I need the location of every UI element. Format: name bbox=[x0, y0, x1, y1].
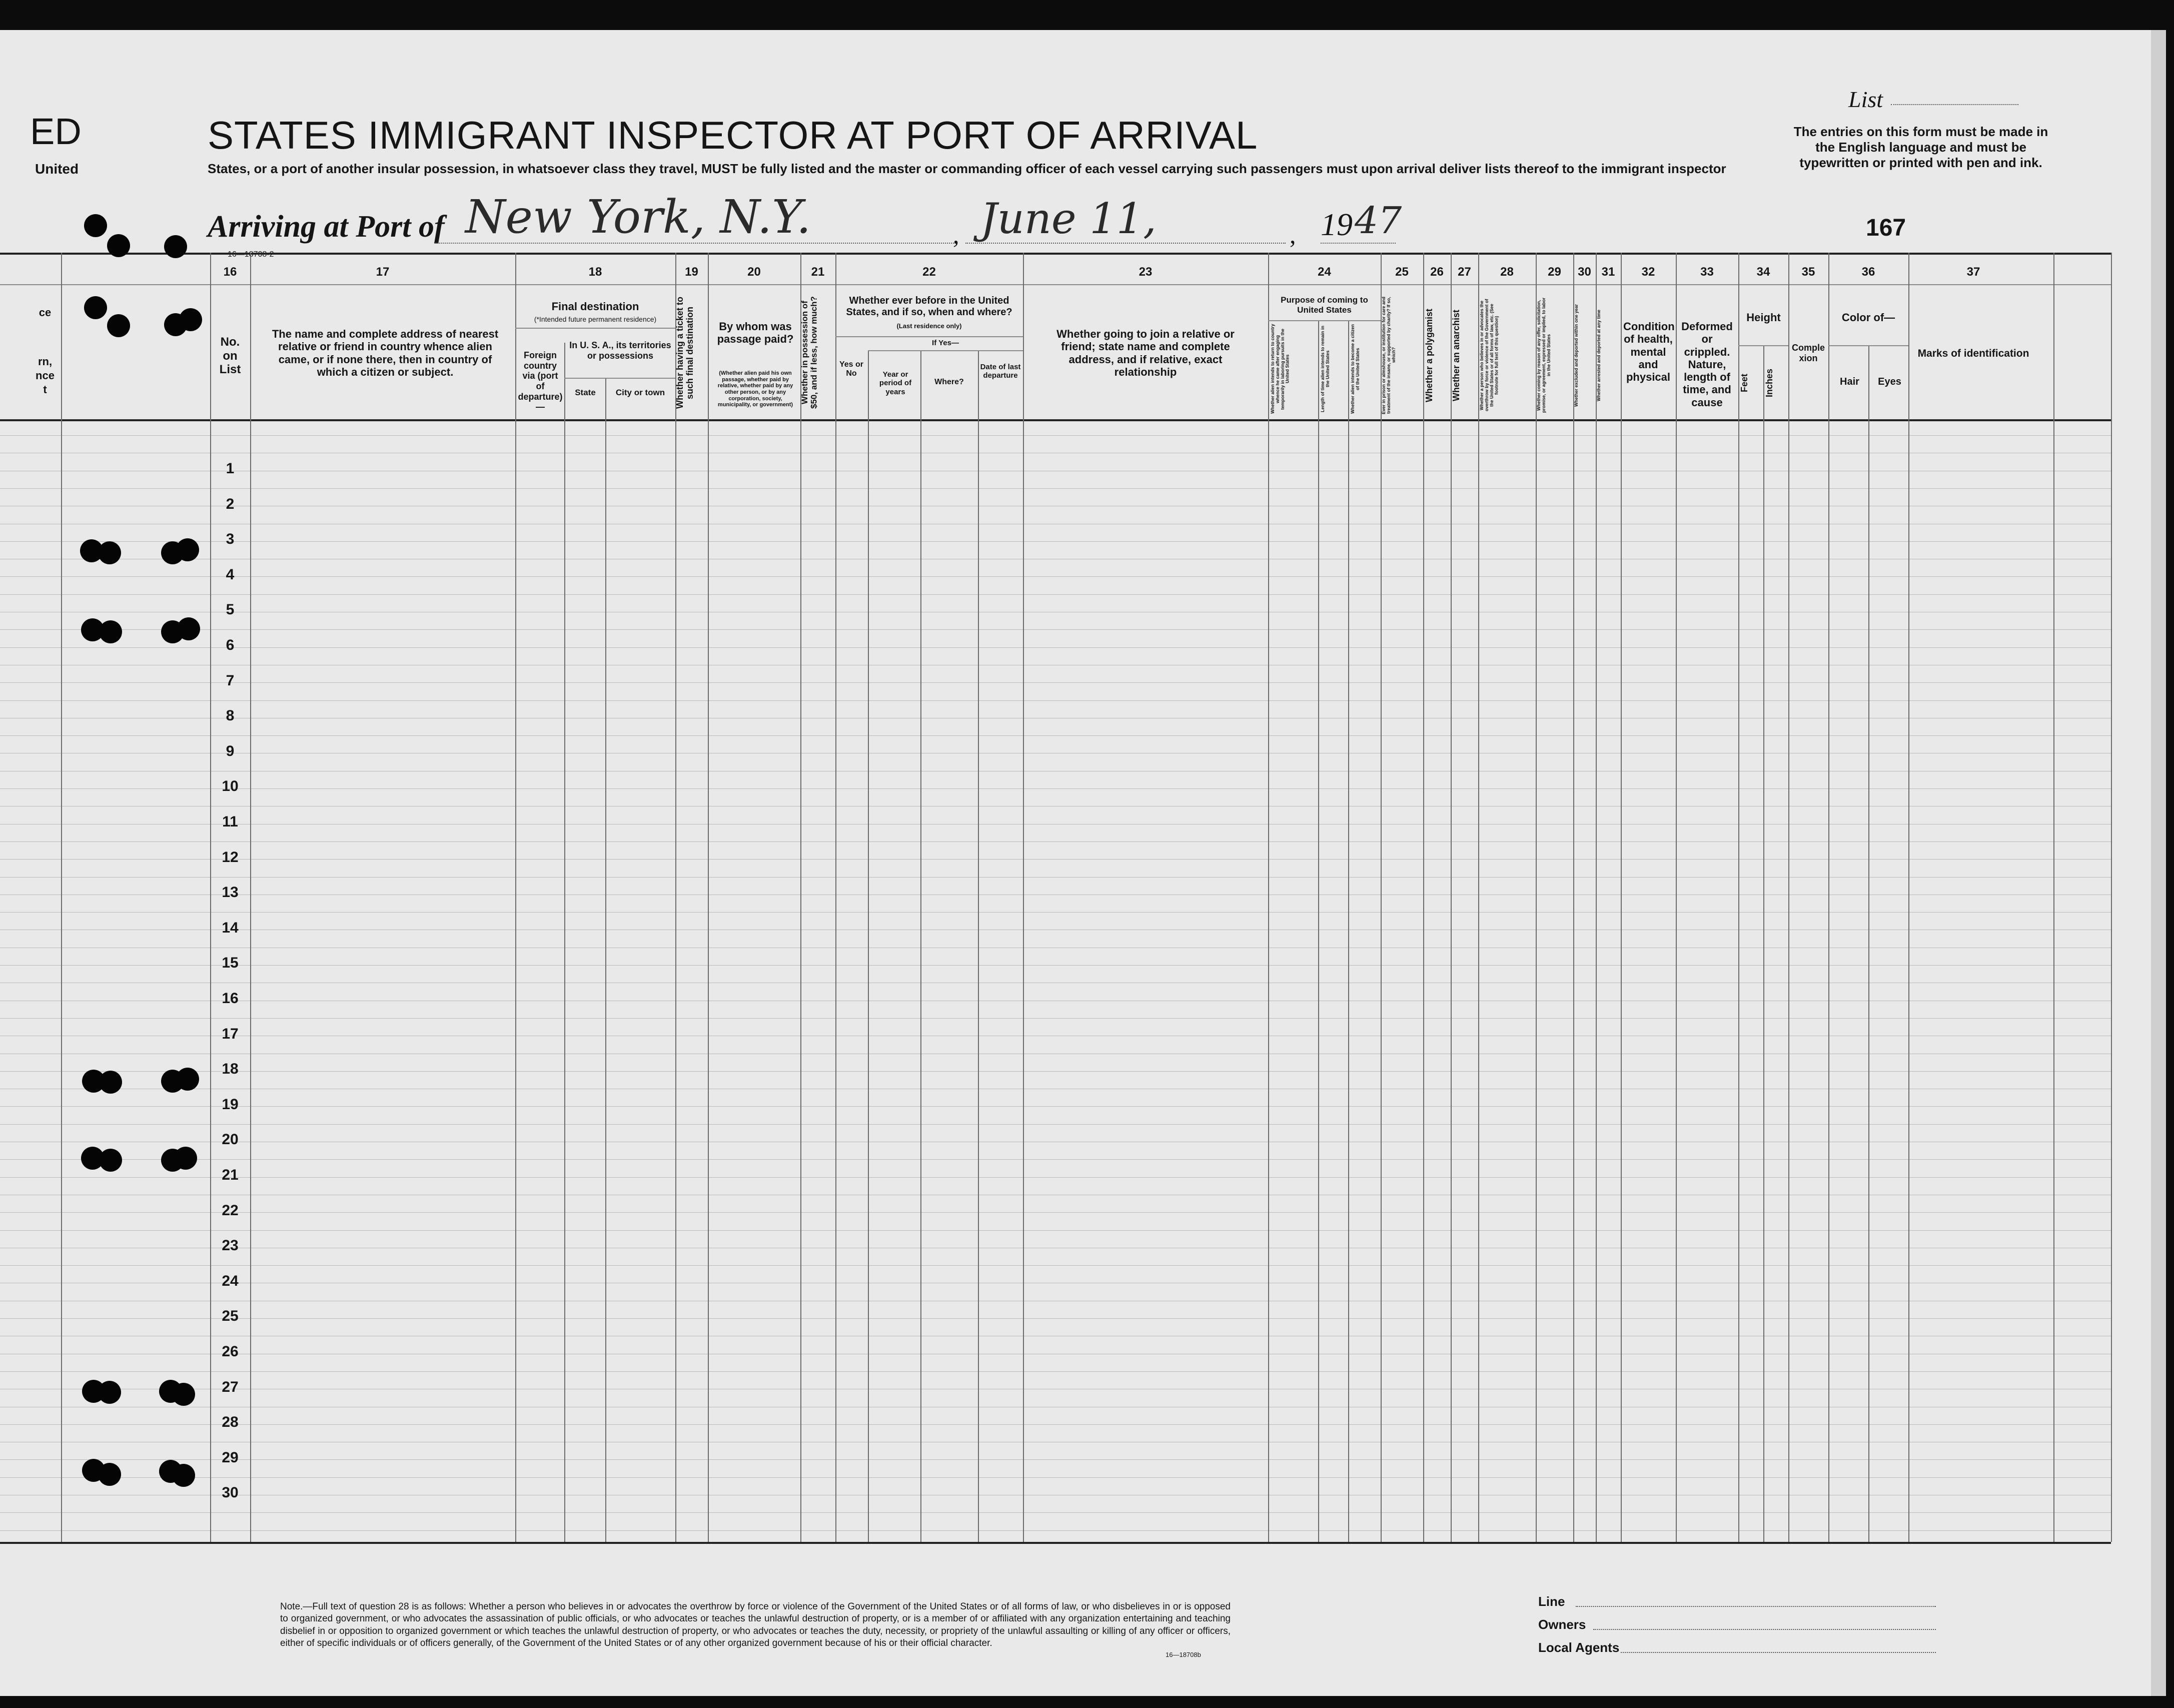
header-feet: Feet bbox=[1739, 373, 1749, 392]
row-number: 24 bbox=[222, 1273, 239, 1289]
row-number: 11 bbox=[222, 813, 238, 830]
row-number: 2 bbox=[226, 496, 235, 512]
colnum-25: 25 bbox=[1395, 265, 1409, 279]
ruled-line bbox=[0, 629, 2111, 630]
column-rule bbox=[1596, 253, 1597, 1542]
column-rule bbox=[1536, 253, 1537, 1542]
table-bottom-rule bbox=[0, 1542, 2111, 1544]
colnum-16: 16 bbox=[223, 265, 237, 279]
header-ever-before: Whether ever before in the United States, and if so, when and where? bbox=[846, 295, 1012, 318]
punch-hole bbox=[164, 235, 187, 258]
colnum-35: 35 bbox=[1801, 265, 1815, 279]
ruled-line bbox=[0, 912, 2111, 913]
punch-hole bbox=[99, 1071, 122, 1094]
colnum-36: 36 bbox=[1861, 265, 1875, 279]
column-rule bbox=[2111, 253, 2112, 1542]
column-rule bbox=[800, 253, 801, 1542]
arriving-at-port-label: Arriving at Port of bbox=[208, 210, 445, 244]
colnum-23: 23 bbox=[1139, 265, 1153, 279]
header-purpose: Purpose of coming to United States bbox=[1281, 295, 1368, 315]
header-labor-offer: Whether coming by reason of any offer, solicitation, promise, or agreement, expressed or implied, to labor in the United States bbox=[1536, 297, 1551, 413]
column-rule bbox=[1788, 253, 1789, 1542]
header-complexion: Complexion bbox=[1791, 343, 1825, 363]
colnum-29: 29 bbox=[1548, 265, 1561, 279]
header-overthrow: Whether a person who believes in or advocates the overthrow by force or violence of the Government of the United States or of all forms of law, etc. (See footnote for full text of this question) bbox=[1479, 299, 1499, 412]
header-passage-paid: By whom was passage paid? bbox=[717, 320, 794, 346]
header-anarchist: Whether an anarchist bbox=[1451, 309, 1461, 401]
column-rule bbox=[1318, 320, 1319, 1542]
header-arrested: Whether arrested and deported at any time bbox=[1596, 309, 1601, 401]
header-last-departure: Date of last departure bbox=[980, 363, 1021, 380]
ruled-line bbox=[0, 1124, 2111, 1125]
year-prefix: 19 bbox=[1321, 207, 1353, 242]
list-label: List bbox=[1848, 87, 1883, 112]
ruled-line bbox=[0, 1212, 2111, 1213]
colnum-28: 28 bbox=[1500, 265, 1514, 279]
column-rule bbox=[708, 253, 709, 1542]
left-fragment-t: t bbox=[43, 383, 47, 396]
colnum-rule bbox=[0, 284, 2111, 285]
punch-hole bbox=[172, 1464, 195, 1487]
ruled-line bbox=[0, 488, 2111, 489]
header-purpose-citizen: Whether alien intends to become a citizen of the United States bbox=[1350, 324, 1360, 414]
ruled-line bbox=[0, 877, 2111, 878]
punch-hole bbox=[84, 214, 107, 237]
year-line bbox=[1321, 243, 1396, 244]
header-deformed: Deformed or crippled. Nature, length of time, and cause bbox=[1681, 320, 1733, 409]
colnum-27: 27 bbox=[1458, 265, 1471, 279]
row-number: 7 bbox=[226, 672, 235, 689]
header-year-period: Year or period of years bbox=[879, 370, 912, 396]
colnum-18: 18 bbox=[588, 265, 602, 279]
row-number: 21 bbox=[222, 1167, 239, 1183]
column-rule bbox=[1478, 253, 1479, 1542]
subheader-rule bbox=[835, 336, 1023, 337]
colnum-21: 21 bbox=[811, 265, 825, 279]
column-rule bbox=[920, 350, 921, 1542]
punch-hole bbox=[176, 538, 199, 561]
column-rule bbox=[835, 253, 836, 1542]
column-rule bbox=[1676, 253, 1677, 1542]
header-yes-no: Yes or No bbox=[839, 360, 864, 378]
local-agents-label: Local Agents bbox=[1538, 1640, 1620, 1655]
header-ever-before-note: (Last residence only) bbox=[896, 322, 962, 330]
ruled-line bbox=[0, 1265, 2111, 1266]
column-rule bbox=[61, 253, 62, 1542]
header-state: State bbox=[575, 388, 596, 397]
colnum-17: 17 bbox=[376, 265, 390, 279]
header-marks: Marks of identification bbox=[1917, 348, 2029, 359]
ruled-line bbox=[0, 735, 2111, 736]
header-eyes: Eyes bbox=[1878, 376, 1901, 387]
header-final-destination-note: (*Intended future permanent residence) bbox=[534, 315, 657, 323]
header-polygamist: Whether a polygamist bbox=[1424, 308, 1434, 402]
header-where: Where? bbox=[934, 378, 964, 386]
row-number: 6 bbox=[226, 637, 235, 653]
row-number: 14 bbox=[222, 920, 239, 936]
column-rule bbox=[1268, 253, 1269, 1542]
table-top-rule bbox=[0, 253, 2111, 255]
ruled-line bbox=[0, 841, 2111, 842]
header-inches: Inches bbox=[1764, 368, 1774, 397]
ruled-line bbox=[0, 700, 2111, 701]
ruled-line bbox=[0, 647, 2111, 648]
column-rule bbox=[1381, 253, 1382, 1542]
header-height: Height bbox=[1746, 311, 1781, 324]
row-number: 12 bbox=[222, 849, 239, 866]
header-passage-paid-note: (Whether alien paid his own passage, whether paid by relative, whether paid by any other person, or by any corporation, society, municipality, or government) bbox=[717, 370, 793, 408]
subheader-rule bbox=[868, 350, 1023, 351]
column-rule bbox=[1348, 320, 1349, 1542]
punch-hole bbox=[174, 1147, 197, 1170]
subheader-rule bbox=[515, 328, 675, 329]
ruled-line bbox=[0, 788, 2111, 789]
row-number: 17 bbox=[222, 1026, 239, 1042]
column-rule bbox=[1828, 253, 1829, 1542]
ruled-line bbox=[0, 594, 2111, 595]
column-rule bbox=[1423, 253, 1424, 1542]
header-if-yes: If Yes— bbox=[932, 339, 959, 347]
punch-hole bbox=[84, 296, 107, 319]
header-prison: Ever in prison or almshouse, or institution for care and treatment of the insane, or supported by charity? If so, which? bbox=[1381, 296, 1396, 414]
colnum-30: 30 bbox=[1578, 265, 1591, 279]
row-number: 15 bbox=[222, 955, 239, 971]
subheader-rule bbox=[1828, 345, 1908, 346]
ruled-line bbox=[0, 435, 2111, 436]
ruled-line bbox=[0, 1159, 2111, 1160]
column-rule bbox=[1738, 253, 1739, 1542]
punch-hole bbox=[98, 1463, 121, 1486]
column-rule bbox=[515, 253, 516, 1542]
colnum-20: 20 bbox=[747, 265, 761, 279]
subheader-rule bbox=[564, 378, 675, 379]
column-rule bbox=[1023, 253, 1024, 1542]
punch-hole bbox=[172, 1383, 195, 1406]
punch-hole bbox=[176, 1068, 199, 1091]
column-rule bbox=[675, 253, 676, 1542]
row-number: 30 bbox=[222, 1484, 239, 1501]
list-number-line bbox=[1891, 104, 2018, 105]
ruled-line bbox=[0, 965, 2111, 966]
row-number: 1 bbox=[226, 460, 235, 477]
row-number: 8 bbox=[226, 707, 235, 724]
date-value: June 11, bbox=[980, 194, 1157, 243]
header-foreign-country: Foreign country via (port of departure)— bbox=[518, 350, 563, 412]
row-number: 28 bbox=[222, 1414, 239, 1430]
header-nearest-relative: The name and complete address of nearest relative or friend in country whence alien came, or if none there, then in country of which a citizen or subject. bbox=[272, 328, 499, 378]
owners-label: Owners bbox=[1538, 1617, 1586, 1632]
page-title: STATES IMMIGRANT INSPECTOR AT PORT OF ARRIVAL bbox=[208, 113, 1258, 157]
ruled-line bbox=[0, 1424, 2111, 1425]
column-rule bbox=[868, 350, 869, 1542]
page-number: 167 bbox=[1866, 215, 1906, 241]
ruled-line bbox=[0, 1177, 2111, 1178]
column-rule bbox=[1573, 253, 1574, 1542]
ruled-line bbox=[0, 1318, 2111, 1319]
header-city-town: City or town bbox=[615, 388, 665, 397]
header-health: Condition of health, mental and physical bbox=[1623, 320, 1675, 384]
colnum-32: 32 bbox=[1641, 265, 1655, 279]
column-rule bbox=[605, 378, 606, 1542]
punch-hole bbox=[179, 308, 202, 331]
row-number: 10 bbox=[222, 778, 239, 794]
header-in-usa: In U. S. A., its territories or possessions bbox=[569, 340, 671, 361]
column-rule bbox=[1763, 345, 1764, 1542]
subheader-rule bbox=[1738, 345, 1788, 346]
punch-hole bbox=[107, 314, 130, 337]
column-rule bbox=[250, 253, 251, 1542]
ruled-line bbox=[0, 1530, 2111, 1531]
header-excluded: Whether excluded and deported within one year bbox=[1574, 304, 1579, 407]
left-fragment-rn: rn, bbox=[38, 355, 53, 368]
header-fifty-dollars: Whether in possession of $50, and if less, how much? bbox=[800, 296, 819, 409]
column-rule bbox=[1908, 253, 1909, 1542]
year-value: 47 bbox=[1355, 199, 1402, 242]
ruled-line bbox=[0, 1459, 2111, 1460]
header-going-to-join: Whether going to join a relative or friend; state name and complete address, and if relative, exact relationship bbox=[1056, 328, 1235, 378]
ruled-line bbox=[0, 1371, 2111, 1372]
punch-hole bbox=[107, 234, 130, 257]
colnum-22: 22 bbox=[922, 265, 936, 279]
row-number: 13 bbox=[222, 884, 239, 901]
punch-hole bbox=[98, 541, 121, 564]
row-number: 18 bbox=[222, 1061, 239, 1077]
column-rule bbox=[564, 343, 565, 1542]
port-value: New York, N.Y. bbox=[465, 190, 811, 244]
ruled-line bbox=[0, 1477, 2111, 1478]
row-number: 3 bbox=[226, 531, 235, 547]
column-rule bbox=[2053, 253, 2054, 1542]
page-subtitle: States, or a port of another insular possession, in whatsoever class they travel, MUST be fully listed and the master or commanding officer of each vessel carrying such passengers must upon arrival deliver lists thereof to the immigrant inspector bbox=[208, 161, 1726, 176]
header-ticket: Whether having a ticket to such final destination bbox=[675, 296, 695, 409]
column-rule bbox=[1621, 253, 1622, 1542]
port-comma: , bbox=[953, 221, 959, 249]
colnum-24: 24 bbox=[1318, 265, 1331, 279]
ruled-line bbox=[0, 1106, 2111, 1107]
row-number: 26 bbox=[222, 1343, 239, 1360]
row-number: 16 bbox=[222, 990, 239, 1007]
ruled-line bbox=[0, 1018, 2111, 1019]
row-number: 4 bbox=[226, 566, 235, 583]
ruled-line bbox=[0, 859, 2111, 860]
row-number: 19 bbox=[222, 1096, 239, 1113]
column-rule bbox=[978, 350, 979, 1542]
row-number: 25 bbox=[222, 1308, 239, 1324]
left-fragment-nce: nce bbox=[36, 369, 55, 382]
colnum-26: 26 bbox=[1430, 265, 1444, 279]
header-color-of: Color of— bbox=[1841, 311, 1895, 324]
row-number: 22 bbox=[222, 1202, 239, 1219]
ruled-line bbox=[0, 1071, 2111, 1072]
punch-hole bbox=[99, 1149, 122, 1172]
colnum-19: 19 bbox=[685, 265, 698, 279]
ruled-line bbox=[0, 682, 2111, 683]
row-number: 29 bbox=[222, 1449, 239, 1466]
colnum-33: 33 bbox=[1700, 265, 1714, 279]
column-rule bbox=[1868, 345, 1869, 1542]
row-number: 27 bbox=[222, 1379, 239, 1395]
colnum-34: 34 bbox=[1756, 265, 1770, 279]
ruled-line bbox=[0, 541, 2111, 542]
footnote: Note.—Full text of question 28 is as follows: Whether a person who believes in or advocates the overthrow by force or violence of the Government of the United States or of all forms of law, or who disbelieves in or is opposed to organized government, or who advocates the assassination of public officials, or who advocates or teaches the unlawful destruction of property, or is a member of or affiliated with any organization entertaining and teaching disbelief in or opposition to organized government or which teaches the unlawful destruction of property, or who advocates or teaches the duty, necessity, or propriety of the unlawful assaulting or killing of any officer or officers, either of specific individuals or of officers generally, of the Government of the United States or of any other organized government because of his or their official character. bbox=[280, 1601, 1231, 1648]
punch-hole bbox=[98, 1381, 121, 1404]
line-label: Line bbox=[1538, 1594, 1565, 1609]
manifest-sheet bbox=[0, 30, 2166, 1696]
date-comma: , bbox=[1290, 221, 1296, 249]
colnum-37: 37 bbox=[1966, 265, 1980, 279]
local-agents-blank bbox=[1621, 1652, 1936, 1653]
header-purpose-length: Length of time alien intends to remain in the United States bbox=[1320, 326, 1330, 413]
left-fragment-ce: ce bbox=[39, 306, 52, 319]
column-rule bbox=[1451, 253, 1452, 1542]
header-hair: Hair bbox=[1840, 376, 1859, 387]
header-final-destination: Final destination bbox=[551, 300, 639, 313]
row-number: 9 bbox=[226, 743, 235, 759]
ruled-line bbox=[0, 576, 2111, 577]
colnum-31: 31 bbox=[1601, 265, 1615, 279]
punch-hole bbox=[99, 620, 122, 643]
owners-blank bbox=[1593, 1629, 1936, 1630]
line-blank bbox=[1576, 1606, 1936, 1607]
row-number: 5 bbox=[226, 601, 235, 618]
ruled-line bbox=[0, 1512, 2111, 1513]
header-bottom-rule bbox=[0, 419, 2111, 421]
ruled-line bbox=[0, 1230, 2111, 1231]
row-number: 23 bbox=[222, 1237, 239, 1254]
form-notice: The entries on this form must be made in the English language and must be typewritten or printed with pen and ink. bbox=[1793, 124, 2048, 171]
row-number: 20 bbox=[222, 1131, 239, 1148]
left-title-fragment: ED bbox=[30, 111, 82, 152]
left-subtitle-fragment: United bbox=[35, 161, 79, 177]
punch-hole bbox=[177, 617, 200, 640]
header-no-on-list: No. on List bbox=[219, 335, 241, 377]
subheader-rule bbox=[1268, 320, 1381, 321]
header-purpose-return: Whether alien intends to return to country whence he came after engaging temporarily in laboring pursuits in the United States bbox=[1270, 324, 1290, 414]
footer-form-code: 16—18708b bbox=[1166, 1651, 1201, 1658]
